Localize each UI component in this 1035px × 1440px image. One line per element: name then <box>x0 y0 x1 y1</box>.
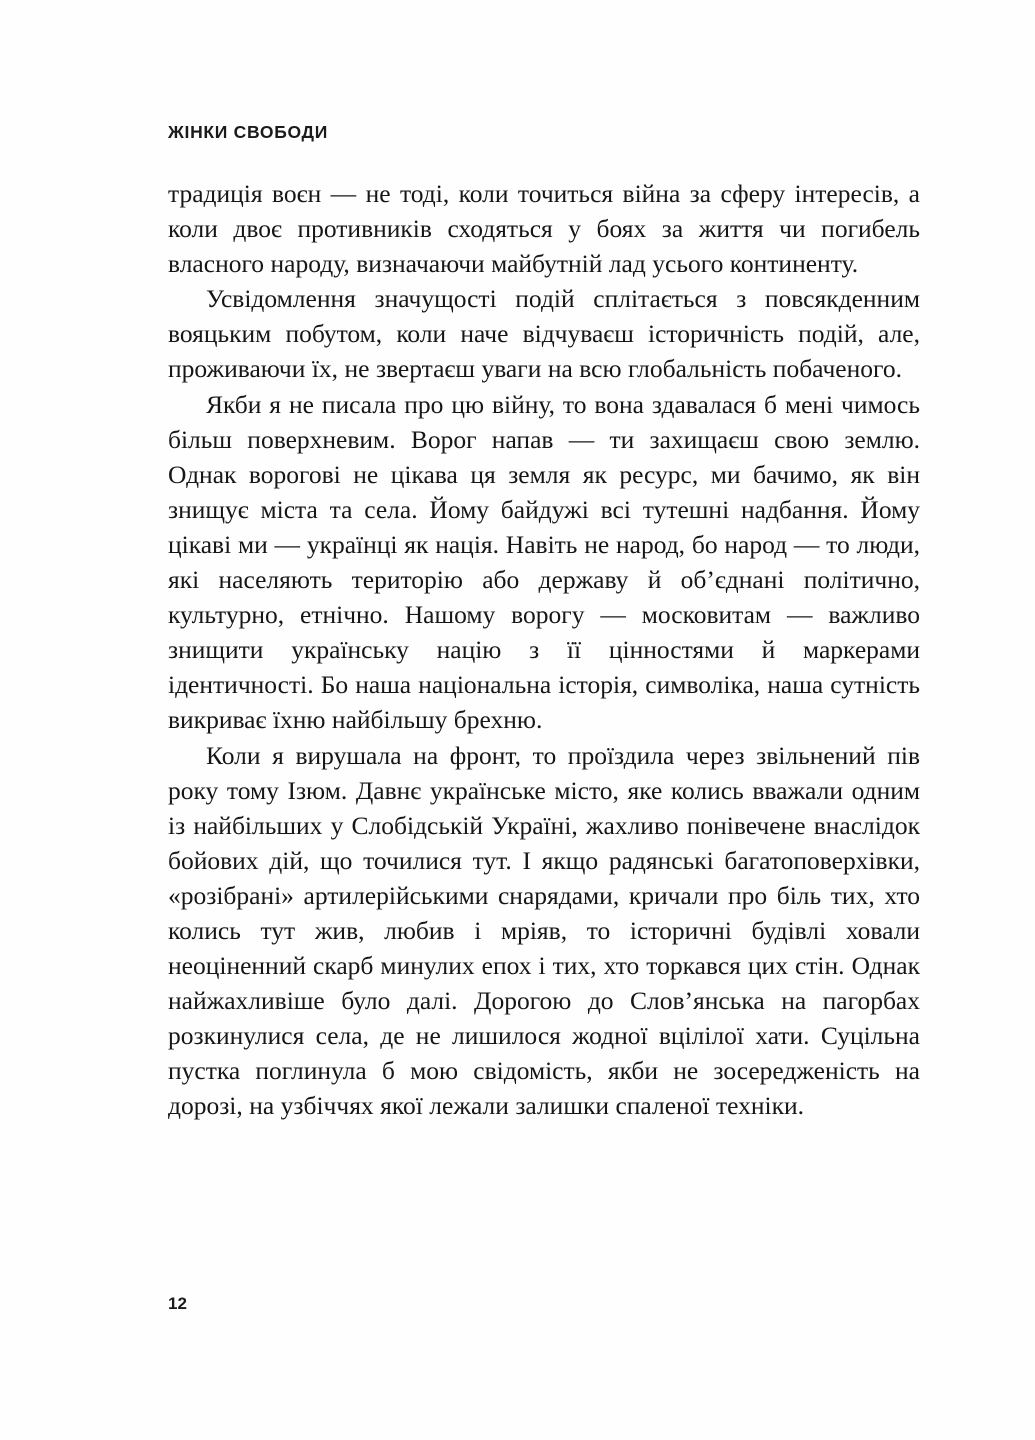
paragraph: Усвідомлення значущості подій сплітається з повсякденним вояцьким побутом, коли наче відчуваєш історичність подій, але, проживаючи їх, не звертаєш уваги на всю глобальність побаченого. <box>168 284 920 384</box>
paragraph: Коли я вирушала на фронт, то проїздила через звільнений пів року тому Ізюм. Давнє українське місто, яке колись вважали одним із найбільших у Слобідській Україні, жахливо понівечене внаслідок бойових дій, що точилися тут. І якщо радянські багатоповерхівки, «розібрані» артилерійськими снарядами, кричали про біль тих, хто колись тут жив, любив і мріяв, то історичні будівлі ховали неоціненний скарб минулих епох і тих, хто торкався цих стін. Однак найжахливіше було далі. Дорогою до Слов’янська на пагорбах розкинулися села, де не лишилося жодної вцілілої хати. Суцільна пустка поглинула б мою свідомість, якби не зосередженість на дорозі, на узбіччях якої лежали залишки спаленої техніки. <box>168 740 920 1121</box>
paragraph: традиція воєн — не тоді, коли точиться війна за сферу інтересів, а коли двоє противників сходяться у боях за життя чи погибель власного народу, визначаючи майбутній лад усього континенту. <box>168 179 920 279</box>
page-number: 12 <box>168 1294 187 1313</box>
running-head: ЖІНКИ СВОБОДИ <box>168 122 328 142</box>
paragraph: Якби я не писала про цю війну, то вона здавалася б мені чимось більш поверхневим. Ворог напав — ти захищаєш свою землю. Однак ворогові не цікава ця земля як ресурс, ми бачимо, як він знищує міста та села. Йому байдужі всі тутешні надбання. Йому цікаві ми — українці як нація. Навіть не народ, бо народ — то люди, які населяють територію або державу й об’єднані політично, культурно, етнічно. Нашому ворогу — московитам — важливо знищити українську націю з її цінностями й маркерами ідентичності. Бо наша національна історія, символіка, наша сутність викриває їхню найбільшу брехню. <box>168 389 920 735</box>
body-text-block <box>168 176 920 1124</box>
